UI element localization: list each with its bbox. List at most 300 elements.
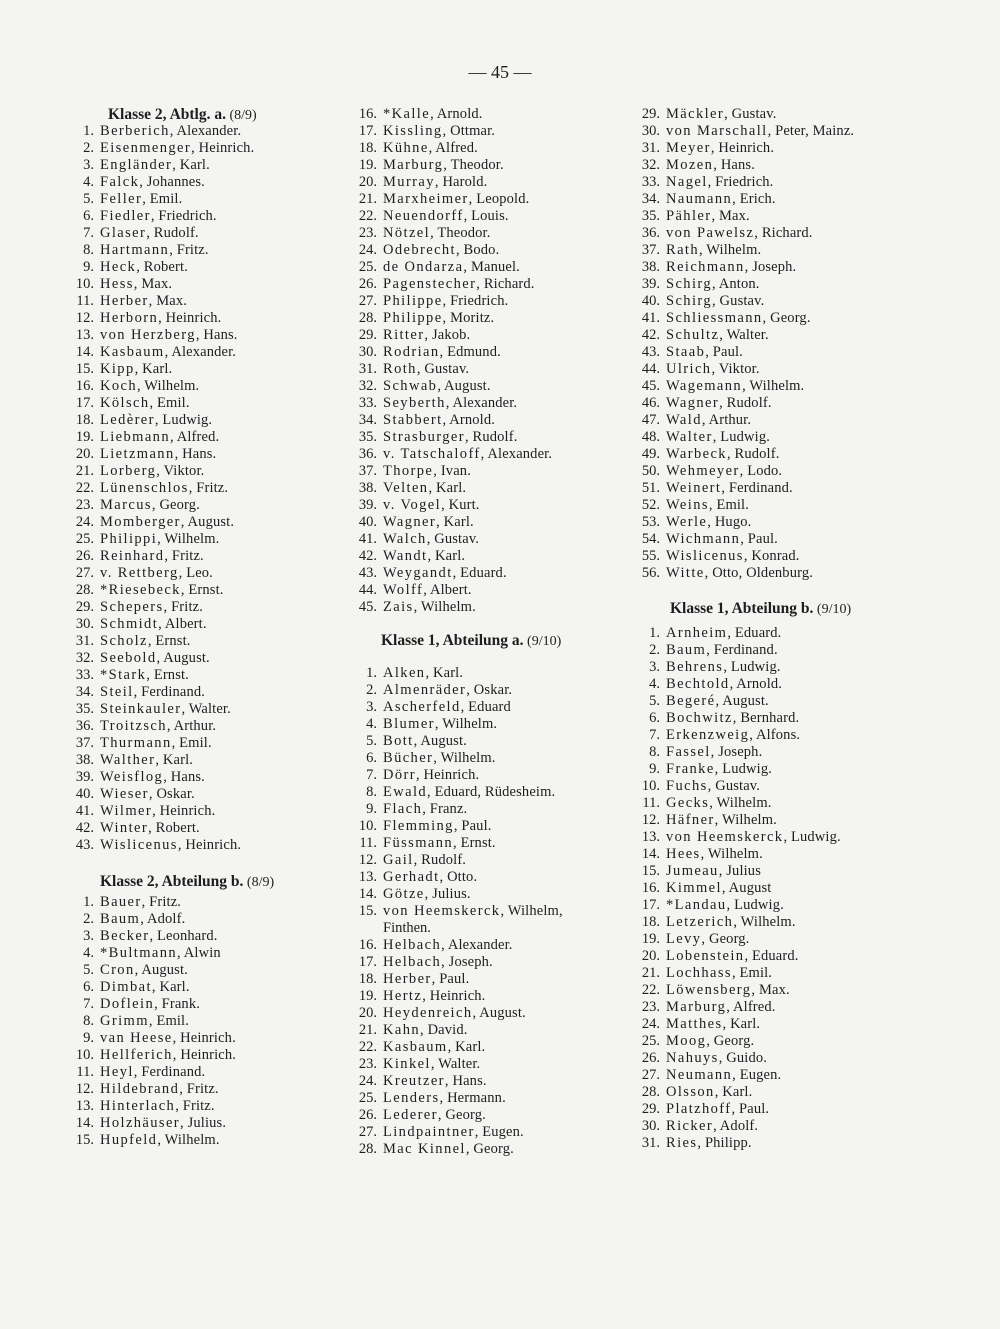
list-item [628,1067,928,1084]
entry-given-name: , Rudolf. [413,852,467,868]
list-item [628,1050,928,1067]
list-item [628,548,928,565]
entry-number: 35. [641,208,660,224]
entry-surname: Helbach [383,954,442,970]
entry-surname: Ascherfeld [383,699,461,715]
list-item [628,965,928,982]
entry-text [660,157,755,174]
entry-given-name: , Friedrich. [150,208,217,224]
entry-surname: Grimm [100,1013,149,1029]
entry-surname: Bücher [383,750,434,766]
entry-given-name: , Frank. [154,996,200,1012]
entry-number: 17. [358,123,377,139]
entry-text [660,310,811,327]
list-item [628,157,928,174]
entry-given-name: , Alwin [177,945,221,961]
entry-surname: Philippe [383,310,443,326]
entry-number: 43. [358,565,377,581]
entry-surname: Nötzel [383,225,431,241]
list-item [62,735,340,752]
entry-number: 32. [641,157,660,173]
entry-text [94,497,200,514]
list-item [628,106,928,123]
list-item [628,123,928,140]
entry-text [94,945,221,962]
entry-text [660,225,813,242]
entry-number: 38. [75,752,94,768]
entry-surname: Schmidt [100,616,159,632]
entry-number: 35. [358,429,377,445]
entry-text [660,429,770,446]
entry-surname: Walter [666,429,713,445]
entry-surname: Wilmer [100,803,153,819]
entry-text [94,412,212,429]
entry-surname: von Pawelsz [666,225,755,241]
entry-text [94,582,224,599]
entry-given-name: , Wilhelm. [699,242,762,258]
entry-text [660,863,761,880]
list-item [62,548,340,565]
list-item [628,659,928,676]
entry-surname: Bochwitz [666,710,733,726]
list-item [628,276,928,293]
section-title: Klasse 1, Abteilung b. [670,600,814,617]
entry-surname: Weisflog [100,769,164,785]
entry-surname: Wislicenus [100,837,178,853]
entry-surname: Kölsch [100,395,150,411]
list-item [62,412,340,429]
entry-surname: Marburg [383,157,444,173]
entry-surname: Schepers [100,599,164,615]
entry-number: 28. [358,310,377,326]
entry-given-name: , Karl. [427,548,466,564]
list-item [345,174,637,191]
entry-text [94,894,181,911]
entry-surname: Schirg [666,276,712,292]
entry-surname: Nahuys [666,1050,719,1066]
entry-number: 23. [75,497,94,513]
entry-number: 11. [642,795,660,811]
entry-number: 29. [75,599,94,615]
entry-surname: Lindpaintner [383,1124,475,1140]
entry-given-name: , Joseph. [441,954,493,970]
entry-given-name: , Emil. [142,191,183,207]
entry-number: 39. [641,276,660,292]
entry-given-name: , Konrad. [743,548,800,564]
entry-text [377,937,513,954]
entry-text [377,310,494,327]
entry-text [377,750,496,767]
entry-given-name: , Wilhelm. [157,531,220,547]
entry-given-name: , Heinrich. [191,140,255,156]
entry-text [660,659,781,676]
entry-number: 51. [641,480,660,496]
list-item [628,463,928,480]
list-item [345,1039,637,1056]
entry-given-name: , Karl. [447,1039,486,1055]
entry-given-name: , Rudolf. [146,225,199,241]
entry-text [94,310,221,327]
entry-number: 6. [83,979,94,995]
list-item [62,293,340,310]
entry-number: 14. [75,1115,94,1131]
entry-text [94,242,209,259]
entry-number: 13. [358,869,377,885]
entry-given-name: , Peter, Mainz. [767,123,855,139]
list-item [628,327,928,344]
entry-given-name: , Max. [751,982,790,998]
entry-number: 29. [641,1101,660,1117]
list-item [628,710,928,727]
entry-given-name: , Eduard, Rüdesheim. [427,784,556,800]
entry-given-name: , Max. [711,208,750,224]
entry-number: 28. [75,582,94,598]
section-fraction: (9/10) [813,602,852,617]
entry-text [660,395,772,412]
list-item [628,982,928,999]
list-item [628,174,928,191]
entry-given-name: , Ernst. [147,633,191,649]
entry-given-name: , Ferdinand. [133,1064,206,1080]
list-item [345,954,637,971]
entry-surname: Pagenstecher [383,276,477,292]
list-item [62,979,340,996]
entry-surname: Kasbaum [100,344,165,360]
entry-given-name: , Julius. [180,1115,227,1131]
entry-surname: Olsson [666,1084,715,1100]
entry-given-name: , Wilhelm. [137,378,200,394]
entry-text [377,140,478,157]
list-item [345,344,637,361]
entry-given-name: , Louis. [463,208,509,224]
entry-text [377,1073,487,1090]
entry-number: 2. [83,140,94,156]
entry-given-name: , Fritz. [163,599,204,615]
list-item [345,361,637,378]
list-item [345,310,637,327]
entry-given-name: , Georg. [465,1141,514,1157]
entry-text [94,752,193,769]
entry-surname: Alken [383,665,426,681]
entry-text [377,276,535,293]
list-item [345,293,637,310]
entry-number: 37. [358,463,377,479]
entry-text [94,820,200,837]
section-fraction: (8/9) [225,108,257,123]
entry-text [660,497,749,514]
entry-number: 30. [358,344,377,360]
list-item [628,880,928,897]
entry-given-name: , Richard. [754,225,813,241]
entry-text [94,701,231,718]
list-item [628,1118,928,1135]
entry-given-name: , Paul. [731,1101,770,1117]
entry-given-name: , Arnold. [729,676,783,692]
entry-text [660,446,779,463]
entry-given-name: , Kurt. [441,497,480,513]
entry-surname: Wandt [383,548,428,564]
entry-number: 18. [358,971,377,987]
list-item [345,699,637,716]
list-item [345,937,637,954]
entry-number: 53. [641,514,660,530]
section-fraction: (9/10) [523,634,562,649]
list-item [628,863,928,880]
list-item [62,803,340,820]
list-item [345,988,637,1005]
list-item [62,1013,340,1030]
entry-text [660,514,751,531]
list-item [628,999,928,1016]
entry-text [94,208,217,225]
entry-text [660,463,782,480]
entry-text [660,378,804,395]
list-item [345,446,637,463]
entry-surname: Rodrian [383,344,440,360]
entry-number: 41. [75,803,94,819]
entry-given-name: , Moritz. [442,310,495,326]
entry-text [377,954,493,971]
entry-text [94,1047,236,1064]
list-item [62,599,340,616]
entry-surname: von Heemskerck [383,903,501,919]
entry-text [660,327,769,344]
list-item [628,625,928,642]
list-item [62,718,340,735]
entry-number: 34. [641,191,660,207]
entry-number: 23. [358,1056,377,1072]
entry-given-name: , Ferdinand. [721,480,793,496]
entry-surname: Lochhass [666,965,732,981]
entry-surname: von Heemskerck [666,829,784,845]
entry-number: 33. [75,667,94,683]
entry-text [94,633,191,650]
entry-given-name: , Otto. [439,869,478,885]
list-item [628,429,928,446]
entry-number: 30. [641,123,660,139]
entry-text [660,1067,781,1084]
entry-surname: Strasburger [383,429,465,445]
entry-surname: Walther [100,752,156,768]
entry-surname: Wolff [383,582,424,598]
entry-text [660,361,760,378]
entry-text [377,174,487,191]
entry-given-name: , Lodo. [739,463,783,479]
list-item [628,395,928,412]
entry-surname: Füssmann [383,835,454,851]
entry-text [660,795,772,812]
entry-surname: *Bultmann [100,945,178,961]
entry-text [94,191,182,208]
entry-text [94,327,238,344]
entry-text [660,548,800,565]
entry-number: 8. [83,242,94,258]
entry-surname: Philippi [100,531,158,547]
entry-given-name: , Hans. [163,769,205,785]
entry-number: 11. [359,835,377,851]
list-item [345,531,637,548]
entry-number: 14. [75,344,94,360]
list-item [345,1022,637,1039]
list-item [62,276,340,293]
list-item [628,446,928,463]
entry-surname: Cron [100,962,135,978]
entry-number: 3. [83,157,94,173]
entry-surname: Philippe [383,293,443,309]
entry-text [660,208,750,225]
entry-given-name: , Albert. [423,582,472,598]
section-heading [62,873,340,890]
entry-number: 41. [641,310,660,326]
entry-number: 23. [358,225,377,241]
entry-given-name: , Johannes. [139,174,205,190]
entry-surname: Herber [100,293,149,309]
entry-given-name: , Hans. [444,1073,487,1089]
entry-given-name: , Alfons. [749,727,801,743]
entry-text [660,846,763,863]
entry-number: 9. [366,801,377,817]
entry-surname: Hartmann [100,242,170,258]
entry-given-name: , Walter. [430,1056,481,1072]
entry-number: 2. [649,642,660,658]
entry-number: 12. [75,1081,94,1097]
entry-given-name: , Ludwig. [783,829,841,845]
entry-text [377,903,563,920]
list-item [628,931,928,948]
entry-number: 9. [649,761,660,777]
entry-surname: Schultz [666,327,720,343]
list-item [345,208,637,225]
entry-number: 38. [358,480,377,496]
list-item [345,1073,637,1090]
entry-text [94,463,204,480]
entry-text [377,767,479,784]
entry-surname: Wagner [666,395,720,411]
list-item [345,665,637,682]
entry-given-name: , Friedrich. [442,293,509,309]
entry-surname: Steil [100,684,134,700]
entry-surname: Wieser [100,786,149,802]
entry-given-name: , Ivan. [433,463,471,479]
list-item [62,1132,340,1149]
entry-given-name: , Ernst. [453,835,496,851]
entry-surname: Rath [666,242,699,258]
list-item [345,140,637,157]
entry-surname: Ries [666,1135,698,1151]
entry-number: 13. [75,327,94,343]
entry-surname: Troitzsch [100,718,167,734]
list-item [345,835,637,852]
entry-number: 39. [75,769,94,785]
entry-surname: Erkenzweig [666,727,750,743]
entry-number: 14. [641,846,660,862]
entry-text [94,1081,219,1098]
list-item [628,1084,928,1101]
list-item [628,812,928,829]
list-item [628,914,928,931]
entry-number: 23. [641,999,660,1015]
entry-given-name: , Eduard. [727,625,782,641]
entry-given-name: , Arthur. [701,412,752,428]
entry-number: 16. [641,880,660,896]
entry-number: 33. [641,174,660,190]
entry-number: 6. [83,208,94,224]
entry-text [377,784,555,801]
entry-surname: Götze [383,886,425,902]
entry-text [660,727,800,744]
entry-given-name: , Eduard. [744,948,799,964]
entry-text [94,361,172,378]
entry-number: 33. [358,395,377,411]
entry-given-name: , Adolf. [140,911,186,927]
entry-given-name: , Alfred. [428,140,478,156]
entry-surname: Scholz [100,633,148,649]
entry-given-name: , Wilhelm. [157,1132,220,1148]
entry-number: 44. [641,361,660,377]
entry-number: 42. [75,820,94,836]
entry-surname: Löwensberg [666,982,752,998]
entry-given-name: , August. [472,1005,526,1021]
entry-given-name: , David. [420,1022,468,1038]
entry-number: 27. [641,1067,660,1083]
entry-surname: Jumeau [666,863,719,879]
entry-continuation: Finthen. [383,920,431,936]
entry-number: 17. [358,954,377,970]
list-item [62,395,340,412]
list-item [62,945,340,962]
entry-number: 19. [75,429,94,445]
entry-number: 44. [358,582,377,598]
entry-given-name: , August [721,880,772,896]
entry-surname: Levy [666,931,702,947]
entry-number: 1. [366,665,377,681]
entry-given-name: , Hermann. [439,1090,506,1106]
list-item [345,123,637,140]
entry-text [94,480,228,497]
entry-surname: Thurmann [100,735,172,751]
list-item [628,361,928,378]
entry-surname: Hupfeld [100,1132,158,1148]
entry-surname: Wislicenus [666,548,744,564]
entry-number: 18. [75,412,94,428]
entry-text [94,928,218,945]
entry-surname: Lünenschlos [100,480,189,496]
list-item [62,752,340,769]
entry-number: 22. [641,982,660,998]
entry-given-name: , Julius [718,863,761,879]
entry-surname: Baum [100,911,141,927]
list-item [62,480,340,497]
entry-given-name: , Ottmar. [442,123,496,139]
page-number: — 45 — [468,62,532,82]
list-item [62,1098,340,1115]
entry-given-name: , Ferdinand. [706,642,778,658]
entry-text [660,106,776,123]
entry-given-name: , Arnold. [442,412,496,428]
entry-surname: Neuendorff [383,208,464,224]
entry-number: 12. [75,310,94,326]
entry-text [660,744,762,761]
entry-surname: Seyberth [383,395,446,411]
entry-text [377,242,499,259]
entry-number: 2. [83,911,94,927]
entry-given-name: , Robert. [136,259,188,275]
entry-given-name: , Karl. [425,665,464,681]
entry-text [377,1124,524,1141]
entry-number: 4. [366,716,377,732]
entry-surname: Nagel [666,174,708,190]
list-item [628,829,928,846]
